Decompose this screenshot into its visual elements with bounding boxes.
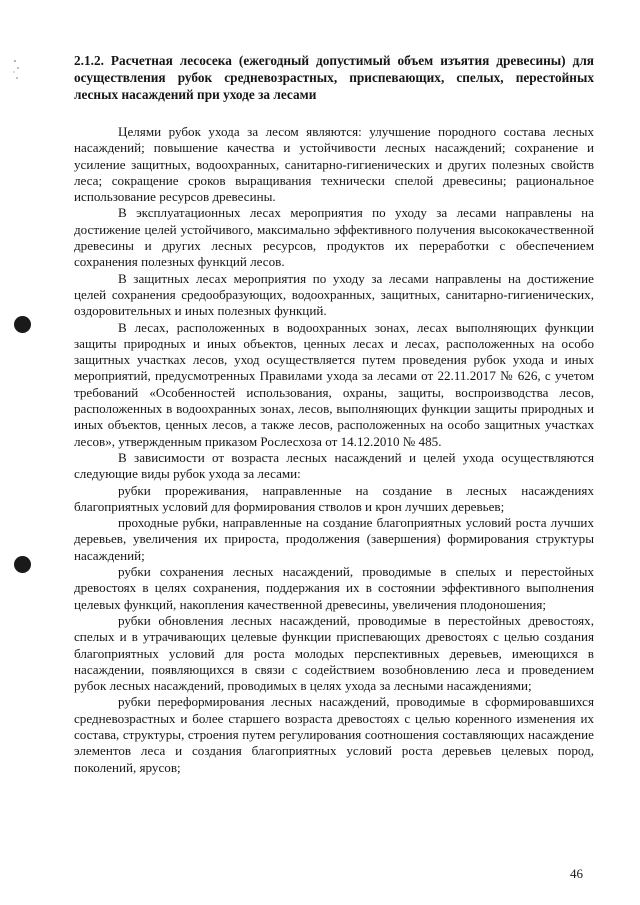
paragraph: В зависимости от возраста лесных насаждений и целей ухода осуществляются следующие виды рубок ухода за лесами:	[74, 449, 594, 482]
punch-hole	[14, 556, 31, 573]
paragraph: рубки переформирования лесных насаждений, проводимые в сформировавшихся средневозрастных и более старшего возраста древостоях с целью коренного изменения их состава, структуры, строения путем регулирования соотношения составляющих насаждение элементов леса и создания благоприятных условий роста деревьев целевых пород, поколений, ярусов;	[74, 694, 594, 775]
paragraph: В защитных лесах мероприятия по уходу за лесами направлены на достижение целей сохранения средообразующих, водоохранных, защитных, санитарно-гигиенических, оздоровительных и иных полезных функций.	[74, 270, 594, 319]
paragraph: рубки обновления лесных насаждений, проводимые в перестойных древостоях, спелых и в утрачивающих целевые функции приспевающих древостоях с целью создания благоприятных условий для роста молодых перспективных деревьев, имеющихся в насаждении, появляющихся в связи с содействием возобновлению леса и проведением рубок лесных насаждений, проводимых в целях ухода за лесными насаждениями;	[74, 612, 594, 694]
section-heading: 2.1.2. Расчетная лесосека (ежегодный допустимый объем изъятия древесины) для осуществления рубок средневозрастных, приспевающих, спелых, перестойных лесных насаждений при уходе за лесами	[74, 53, 594, 102]
paragraph: В лесах, расположенных в водоохранных зонах, лесах выполняющих функции защиты природных и иных объектов, ценных лесах и лесах, расположенных на особо защитных участках лесов, уход осуществляется путем проведения рубок ухода и иных мероприятий, предусмотренных Правилами ухода за лесами от 22.11.2017 № 626, с учетом требований «Особенностей использования, охраны, защиты, воспроизводства лесов, расположенных в водоохранных зонах, лесов, выполняющих функции защиты природных и иных объектов, ценных лесов, а также лесов, расположенных на особо защитных участках лесов», утвержденным приказом Рослесхоза от 14.12.2010 № 485.	[74, 319, 594, 449]
paragraph: рубки прореживания, направленные на создание в лесных насаждениях благоприятных условий для формирования стволов и крон лучших деревьев;	[74, 482, 594, 514]
paragraph: рубки сохранения лесных насаждений, проводимые в спелых и перестойных древостоях в целях сохранения, поддержания их в состоянии эффективного выполнения целевых функций, накопления качественной древесины, увеличения плодоношения;	[74, 564, 594, 612]
document-body	[74, 124, 594, 776]
paragraph: Целями рубок ухода за лесом являются: улучшение породного состава лесных насаждений; повышение качества и устойчивости лесных насаждений; сохранение и усиление защитных, водоохранных, санитарно-гигиенических и других полезных свойств леса; сокращение сроков выращивания технически спелой древесины; рациональное использование ресурсов древесины.	[74, 124, 594, 205]
paragraph: проходные рубки, направленные на создание благоприятных условий роста лучших деревьев, увеличения их прироста, продолжения (завершения) формирования структуры насаждений;	[74, 515, 594, 563]
punch-hole	[14, 316, 31, 333]
page-number: 46	[570, 866, 583, 881]
paragraph: В эксплуатационных лесах мероприятия по уходу за лесами направлены на достижение целей устойчивого, максимально эффективного получения высококачественной древесины и других лесных ресурсов, продуктов их переработки с обеспечением сохранения полезных функций лесов.	[74, 205, 594, 270]
scan-artifact-mark	[12, 58, 22, 82]
